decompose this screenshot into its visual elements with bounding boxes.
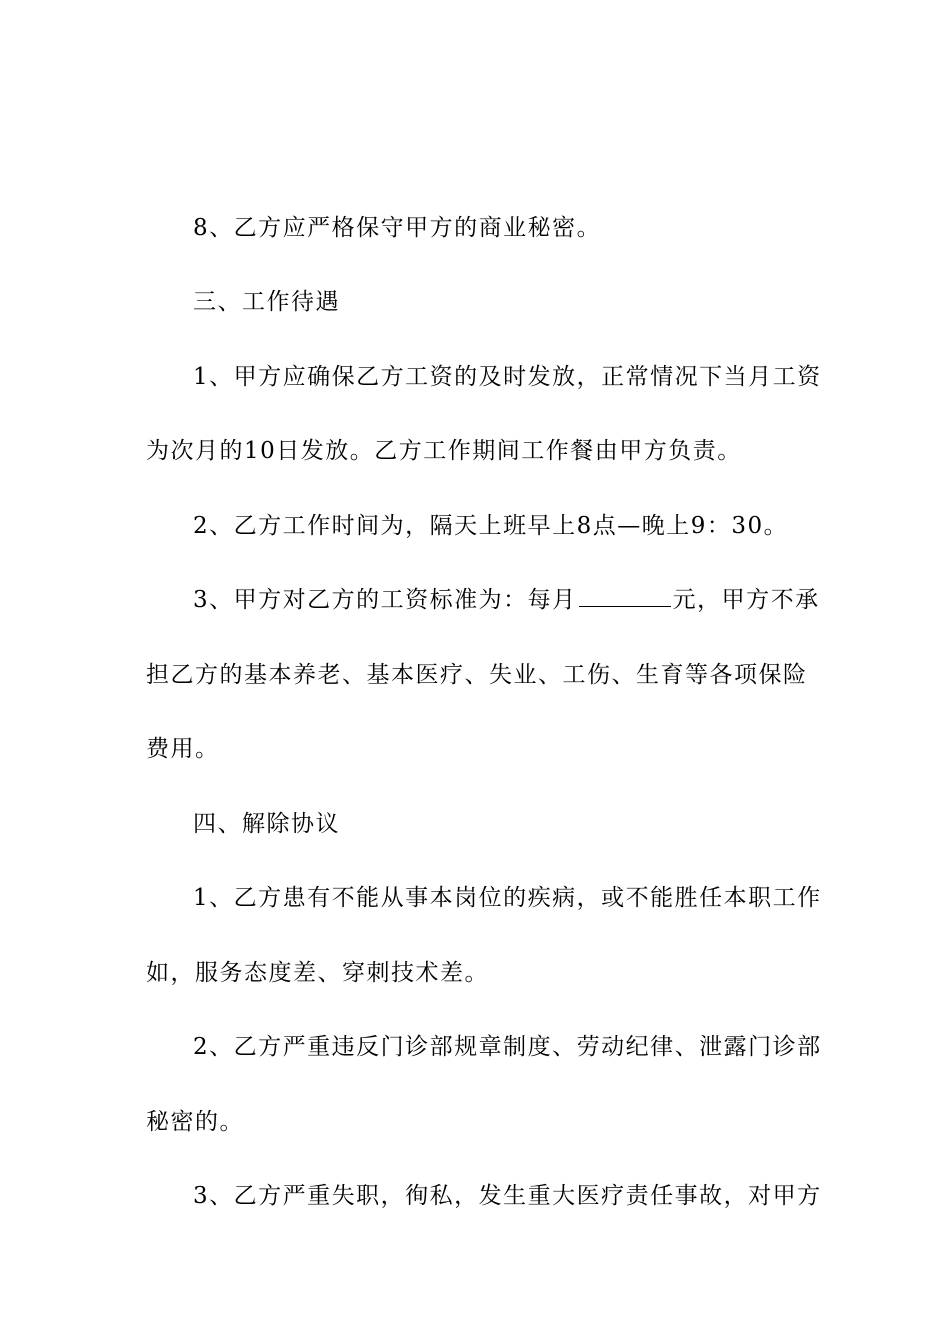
salary-amount-blank [579,586,671,607]
salary-clause-3-line-2: 担乙方的基本养老、基本医疗、失业、工伤、生育等各项保险 [146,662,808,688]
salary-clause-1-line-1: 1、甲方应确保乙方工资的及时发放，正常情况下当月工资 [193,364,822,390]
salary-clause-3-line-1 [193,585,853,615]
section-heading-3: 三、工作待遇 [193,289,340,315]
termination-clause-2-line-2: 秘密的。 [146,1109,244,1135]
salary-clause-1-line-2: 为次月的10日发放。乙方工作期间工作餐由甲方负责。 [146,438,742,464]
salary-clause-3-line-3: 费用。 [146,736,220,762]
termination-clause-1-line-2: 如，服务态度差、穿刺技术差。 [146,960,489,986]
salary-clause-3-prefix: 3、甲方对乙方的工资标准为：每月 [193,587,577,613]
section-heading-4: 四、解除协议 [193,811,340,837]
clause-8-confidentiality: 8、乙方应严格保守甲方的商业秘密。 [193,215,602,241]
termination-clause-2-line-1: 2、乙方严重违反门诊部规章制度、劳动纪律、泄露门诊部 [193,1034,822,1060]
salary-clause-2: 2、乙方工作时间为，隔天上班早上8点—晚上9：30。 [193,513,789,539]
termination-clause-1-line-1: 1、乙方患有不能从事本岗位的疾病，或不能胜任本职工作 [193,885,822,911]
termination-clause-3-line-1: 3、乙方严重失职，徇私，发生重大医疗责任事故，对甲方 [193,1183,822,1209]
salary-clause-3-suffix: 元，甲方不承 [672,587,820,613]
